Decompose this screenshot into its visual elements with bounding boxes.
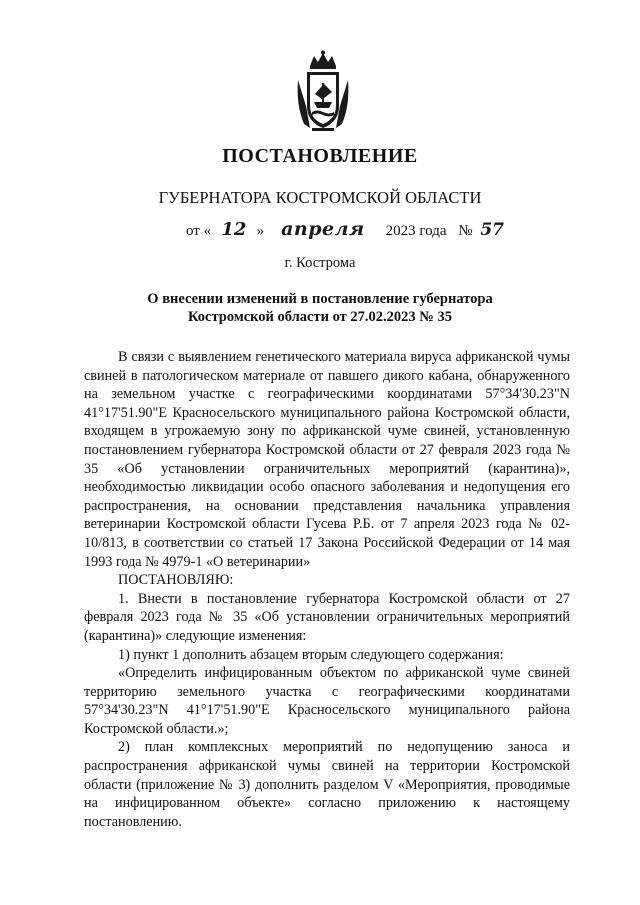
quoted-paragraph: «Определить инфицированным объектом по африканской чуме свиней территорию земельного участка с географическими координатами 57°34'30.23"N 41°17'51.90"E Красносельского муниципального района Костромской области.»; [84,665,570,737]
title-line-1: О внесении изменений в постановление губернатора [147,291,493,307]
document-type: ПОСТАНОВЛЕНИЕ [222,145,418,167]
date-quote-close: » [256,223,265,239]
date-prefix: от « [186,223,212,239]
date-month: апреля [281,218,365,240]
coat-of-arms-icon [292,50,354,132]
title-line-2: Костромской области от 27.02.2023 № 35 [188,309,452,325]
date-year: 2023 года [385,223,447,239]
item-1-1-paragraph: 1) пункт 1 дополнить абзацем вторым следующего содержания: [118,646,504,663]
document-body [84,348,570,831]
date-day: 12 [221,219,247,240]
item-1-paragraph: 1. Внести в постановление губернатора Костромской области от 27 февраля 2023 года № 35 «Об установлении ограничительных мероприятий (карантина)» следующие изменения: [84,590,570,644]
item-1-2-paragraph: 2) план комплексных мероприятий по недопущению заноса и распространения африканской чумы свиней на территории Костромской области (приложение № 3) дополнить разделом V «Мероприятия, проводимые на инфицированном объекте» согласно приложению к настоящему постановлению. [84,739,570,830]
document-title [0,290,640,326]
preamble-paragraph: В связи с выявлением генетического материала вируса африканской чумы свиней в патологическом материале от павшего дикого кабана, обнаруженного на земельном участке с географическими координатами 57°34'30.23"N 41°17'51.90"E Красносельского муниципального района Костромской области, входящем в угрожаемую зону по африканской чуме свиней, установленную постановлением губернатора Костромской области от 27 февраля 2023 года № 35 «Об установлении ограничительных мероприятий (карантина)», необходимостью ликвидации особо опасного заболевания и недопущения его распространения, на основании представления начальника управления ветеринарии Костромской области Гусева Р.Б. от 7 апреля 2023 года № 02-10/813, в соответствии со статьей 17 Закона Российской Федерации от 14 мая 1993 года № 4979-1 «О ветеринарии» [84,349,570,570]
number-sign: № [458,223,473,239]
date-number-line [186,218,510,240]
document-number: 57 [480,220,504,240]
city: г. Кострома [284,255,356,271]
decree-word: ПОСТАНОВЛЯЮ: [118,572,234,589]
issuer-name: ГУБЕРНАТОРА КОСТРОМСКОЙ ОБЛАСТИ [158,188,482,207]
